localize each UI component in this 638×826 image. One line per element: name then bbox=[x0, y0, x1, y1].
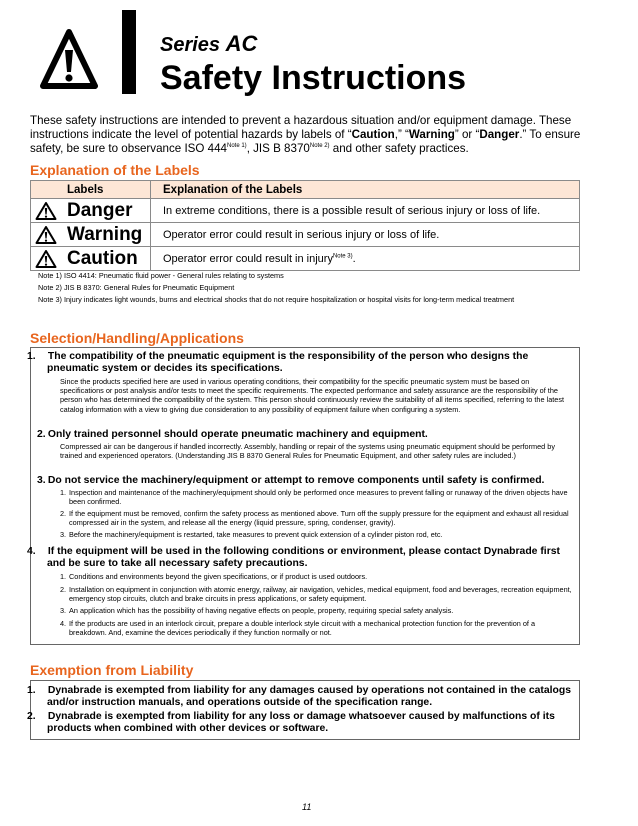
label-row-caution bbox=[31, 247, 580, 271]
label-notes bbox=[38, 270, 514, 306]
label-explanation: Operator error could result in injury$^{Note 3)}$. bbox=[151, 247, 580, 271]
item-heading: Only trained personnel should operate pneumatic machinery and equipment. bbox=[47, 429, 428, 440]
exemption-section-heading: Exemption from Liability bbox=[30, 662, 194, 678]
selection-item-1: 1. The compatibility of the pneumatic equipment is the responsibility of the person who designs the pneumatic system or decides its specifications. bbox=[27, 351, 529, 374]
item-heading: If the equipment will be used in the following conditions or environment, please contact Dynabrade first and be sure to take all necessary safety precautions. bbox=[47, 546, 560, 569]
warning-triangle-icon bbox=[40, 28, 98, 92]
page-title: Safety Instructions bbox=[160, 59, 467, 97]
label-word: Caution bbox=[67, 247, 138, 269]
note-line: Note 2) JIS B 8370: General Rules for Pneumatic Equipment bbox=[38, 283, 235, 292]
label-row-danger bbox=[31, 199, 580, 223]
note-line: Note 1) ISO 4414: Pneumatic fluid power - General rules relating to systems bbox=[38, 271, 284, 280]
note-line: Note 3) Injury indicates light wounds, burns and electrical shocks that do not require hospitalization or hospital visits for long-term medical treatment bbox=[38, 295, 515, 304]
selection-section-heading: Selection/Handling/Applications bbox=[30, 330, 244, 346]
exemption-item-1: 1. Dynabrade is exempted from liability for any damages caused by operations not contained in the catalogs and/or instruction manuals, and operations outside of the specification range. bbox=[27, 685, 572, 708]
col-explanation-header: Explanation of the Labels bbox=[151, 181, 580, 199]
sub-item: 2. If the equipment must be removed, confirm the safety process as mentioned above. Turn off the supply pressure for the equipment and exhaust all residual compressed air in the system, and release all the energy (liquid pressure, spring, condenser, gravity). bbox=[60, 509, 569, 528]
sub-item: 2. Installation on equipment in conjunction with atomic energy, railway, air navigation, vehicles, medical equipment, food and beverages, recreation equipment, emergency stop circuits, clutch and brake circuits in press applications, or safety equipment. bbox=[60, 585, 572, 604]
item-body: Since the products specified here are used in various operating conditions, their compatibility for the specific pneumatic system must be based on specifications or post analysis and/or tests to meet the specific requirements. The expected performance and safety assurance are the responsibility of the person who has determined the compatibility of the system. This person should continuously review the suitability of all items specified, referring to the latest catalog information with a view to giving due consideration to any possibility of equipment failure when configuring a system. bbox=[60, 377, 565, 414]
warning-warning-icon bbox=[35, 225, 57, 245]
item-heading: Do not service the machinery/equipment or attempt to remove components until safety is confirmed. bbox=[47, 475, 545, 486]
label-explanation: Operator error could result in serious injury or loss of life. bbox=[151, 223, 580, 247]
label-word: Danger bbox=[67, 199, 133, 221]
sub-item: 4. If the products are used in an interlock circuit, prepare a double interlock style circuit with a mechanical protection function for the prevention of a breakdown. And, examine the devices periodically if they function normally or not. bbox=[60, 619, 536, 638]
item-heading: The compatibility of the pneumatic equipment is the responsibility of the person who designs the pneumatic system or decides its specifications. bbox=[47, 351, 529, 374]
sub-item: 3. An application which has the possibility of having negative effects on people, property, requiring special safety analysis. bbox=[60, 606, 454, 615]
item-body: Compressed air can be dangerous if handled incorrectly. Assembly, handling or repair of the systems using pneumatic equipment should be performed by trained and experienced operators. (Understanding JIS B 8370 General Rules for Pneumatic Equipment, and other safety rules are included.) bbox=[60, 442, 555, 461]
page-number: 11 bbox=[302, 802, 312, 812]
selection-item-3: 3. Do not service the machinery/equipment or attempt to remove components until safety is confirmed. bbox=[37, 475, 545, 486]
title-bar-divider bbox=[122, 10, 136, 94]
labels-table-header bbox=[31, 181, 580, 199]
danger-warning-icon bbox=[35, 201, 57, 221]
intro-paragraph: These safety instructions are intended to prevent a hazardous situation and/or equipment damage. These instructions indicate the level of potential hazards by labels of “Caution,” “Warning” or “Danger.” To ensure safety, be sure to observance ISO $444^{Note 1)}$, JIS B $8370^{Note 2)}$ and other safety practices. bbox=[30, 114, 581, 155]
labels-table bbox=[30, 180, 580, 271]
label-word: Warning bbox=[67, 223, 143, 245]
labels-section-heading: Explanation of the Labels bbox=[30, 162, 200, 178]
selection-item-2: 2. Only trained personnel should operate pneumatic machinery and equipment. bbox=[37, 429, 428, 440]
col-labels-header: Labels bbox=[31, 181, 151, 199]
sub-item: 1. Inspection and maintenance of the machinery/equipment should only be performed once measures to prevent falling or runaway of the driven objects have been confirmed. bbox=[60, 488, 568, 507]
series-label: Series AC bbox=[160, 31, 258, 56]
sub-item: 3. Before the machinery/equipment is restarted, take measures to prevent quick extension of a cylinder piston rod, etc. bbox=[60, 530, 443, 539]
caution-warning-icon bbox=[35, 249, 57, 269]
exemption-item-2: 2. Dynabrade is exempted from liability for any loss or damage whatsoever caused by malfunctions of its products when combined with other devices or software. bbox=[27, 711, 555, 734]
label-row-warning bbox=[31, 223, 580, 247]
sub-item: 1. Conditions and environments beyond the given specifications, or if product is used outdoors. bbox=[60, 572, 368, 581]
selection-item-4: 4. If the equipment will be used in the following conditions or environment, please contact Dynabrade first and be sure to take all necessary safety precautions. bbox=[27, 546, 560, 569]
label-explanation: In extreme conditions, there is a possible result of serious injury or loss of life. bbox=[151, 199, 580, 223]
